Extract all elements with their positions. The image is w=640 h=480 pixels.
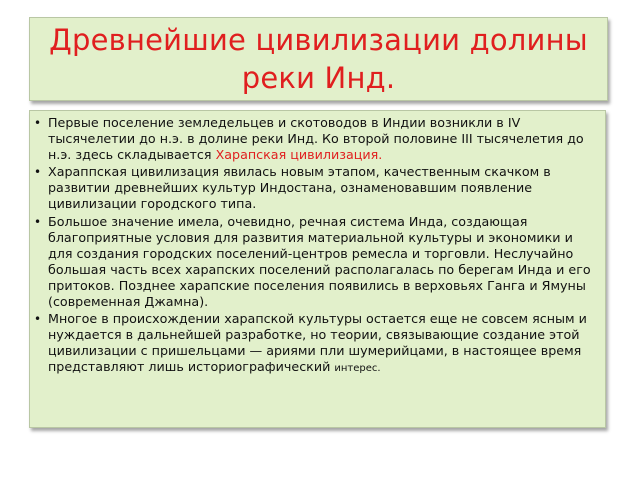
bullet-icon: • [34,116,42,130]
bullet-text: Хараппская цивилизация явилась новым этапом, качественным скачком в развитии древнейших культур Индостана, ознаменовавшим появление цивилизации городского типа. [48,164,551,212]
highlight-text: Харапская цивилизация. [215,147,383,163]
content-panel [29,110,606,428]
list-item [34,115,597,163]
bullet-icon: • [34,214,42,229]
list-item [34,214,597,311]
slide-title-line-1: Древнейшие цивилизации долины [49,23,588,57]
bullet-icon: • [34,312,42,327]
bullet-icon: • [34,165,42,180]
bullet-list [34,115,597,378]
list-item [34,164,597,212]
small-text: интерес. [334,363,381,375]
slide-title [49,21,588,97]
slide-title-line-2: реки Инд. [241,61,396,95]
title-panel [29,17,608,101]
bullet-text: Первые поселение земледельцев и скотоводов в Индии возникли в IV тысячелетии до н.э. в долине реки Инд. Ко второй половине III тысячелетия до н.э. здесь складывается [48,115,584,163]
bullet-text: Большое значение имела, очевидно, речная система Инда, создающая благоприятные условия для развития материальной культуры и экономики и для создания городских поселений-центров ремесла и торговли. Неслучайно большая часть всех харапских поселений располагалась по берегам Инда и его притоков. Позднее харапские поселения появились в верховьях Ганга и Ямуны (современная Джамна). [48,213,591,310]
bullet-text: Многое в происхождении харапской культуры остается еще не совсем ясным и нуждается в дальнейшей разработке, но теории, связывающие создание этой цивилизации с пришельцами — ариями пли шумерийцами, в настоящее время представляют лишь историографический [48,311,587,375]
list-item [34,311,597,377]
